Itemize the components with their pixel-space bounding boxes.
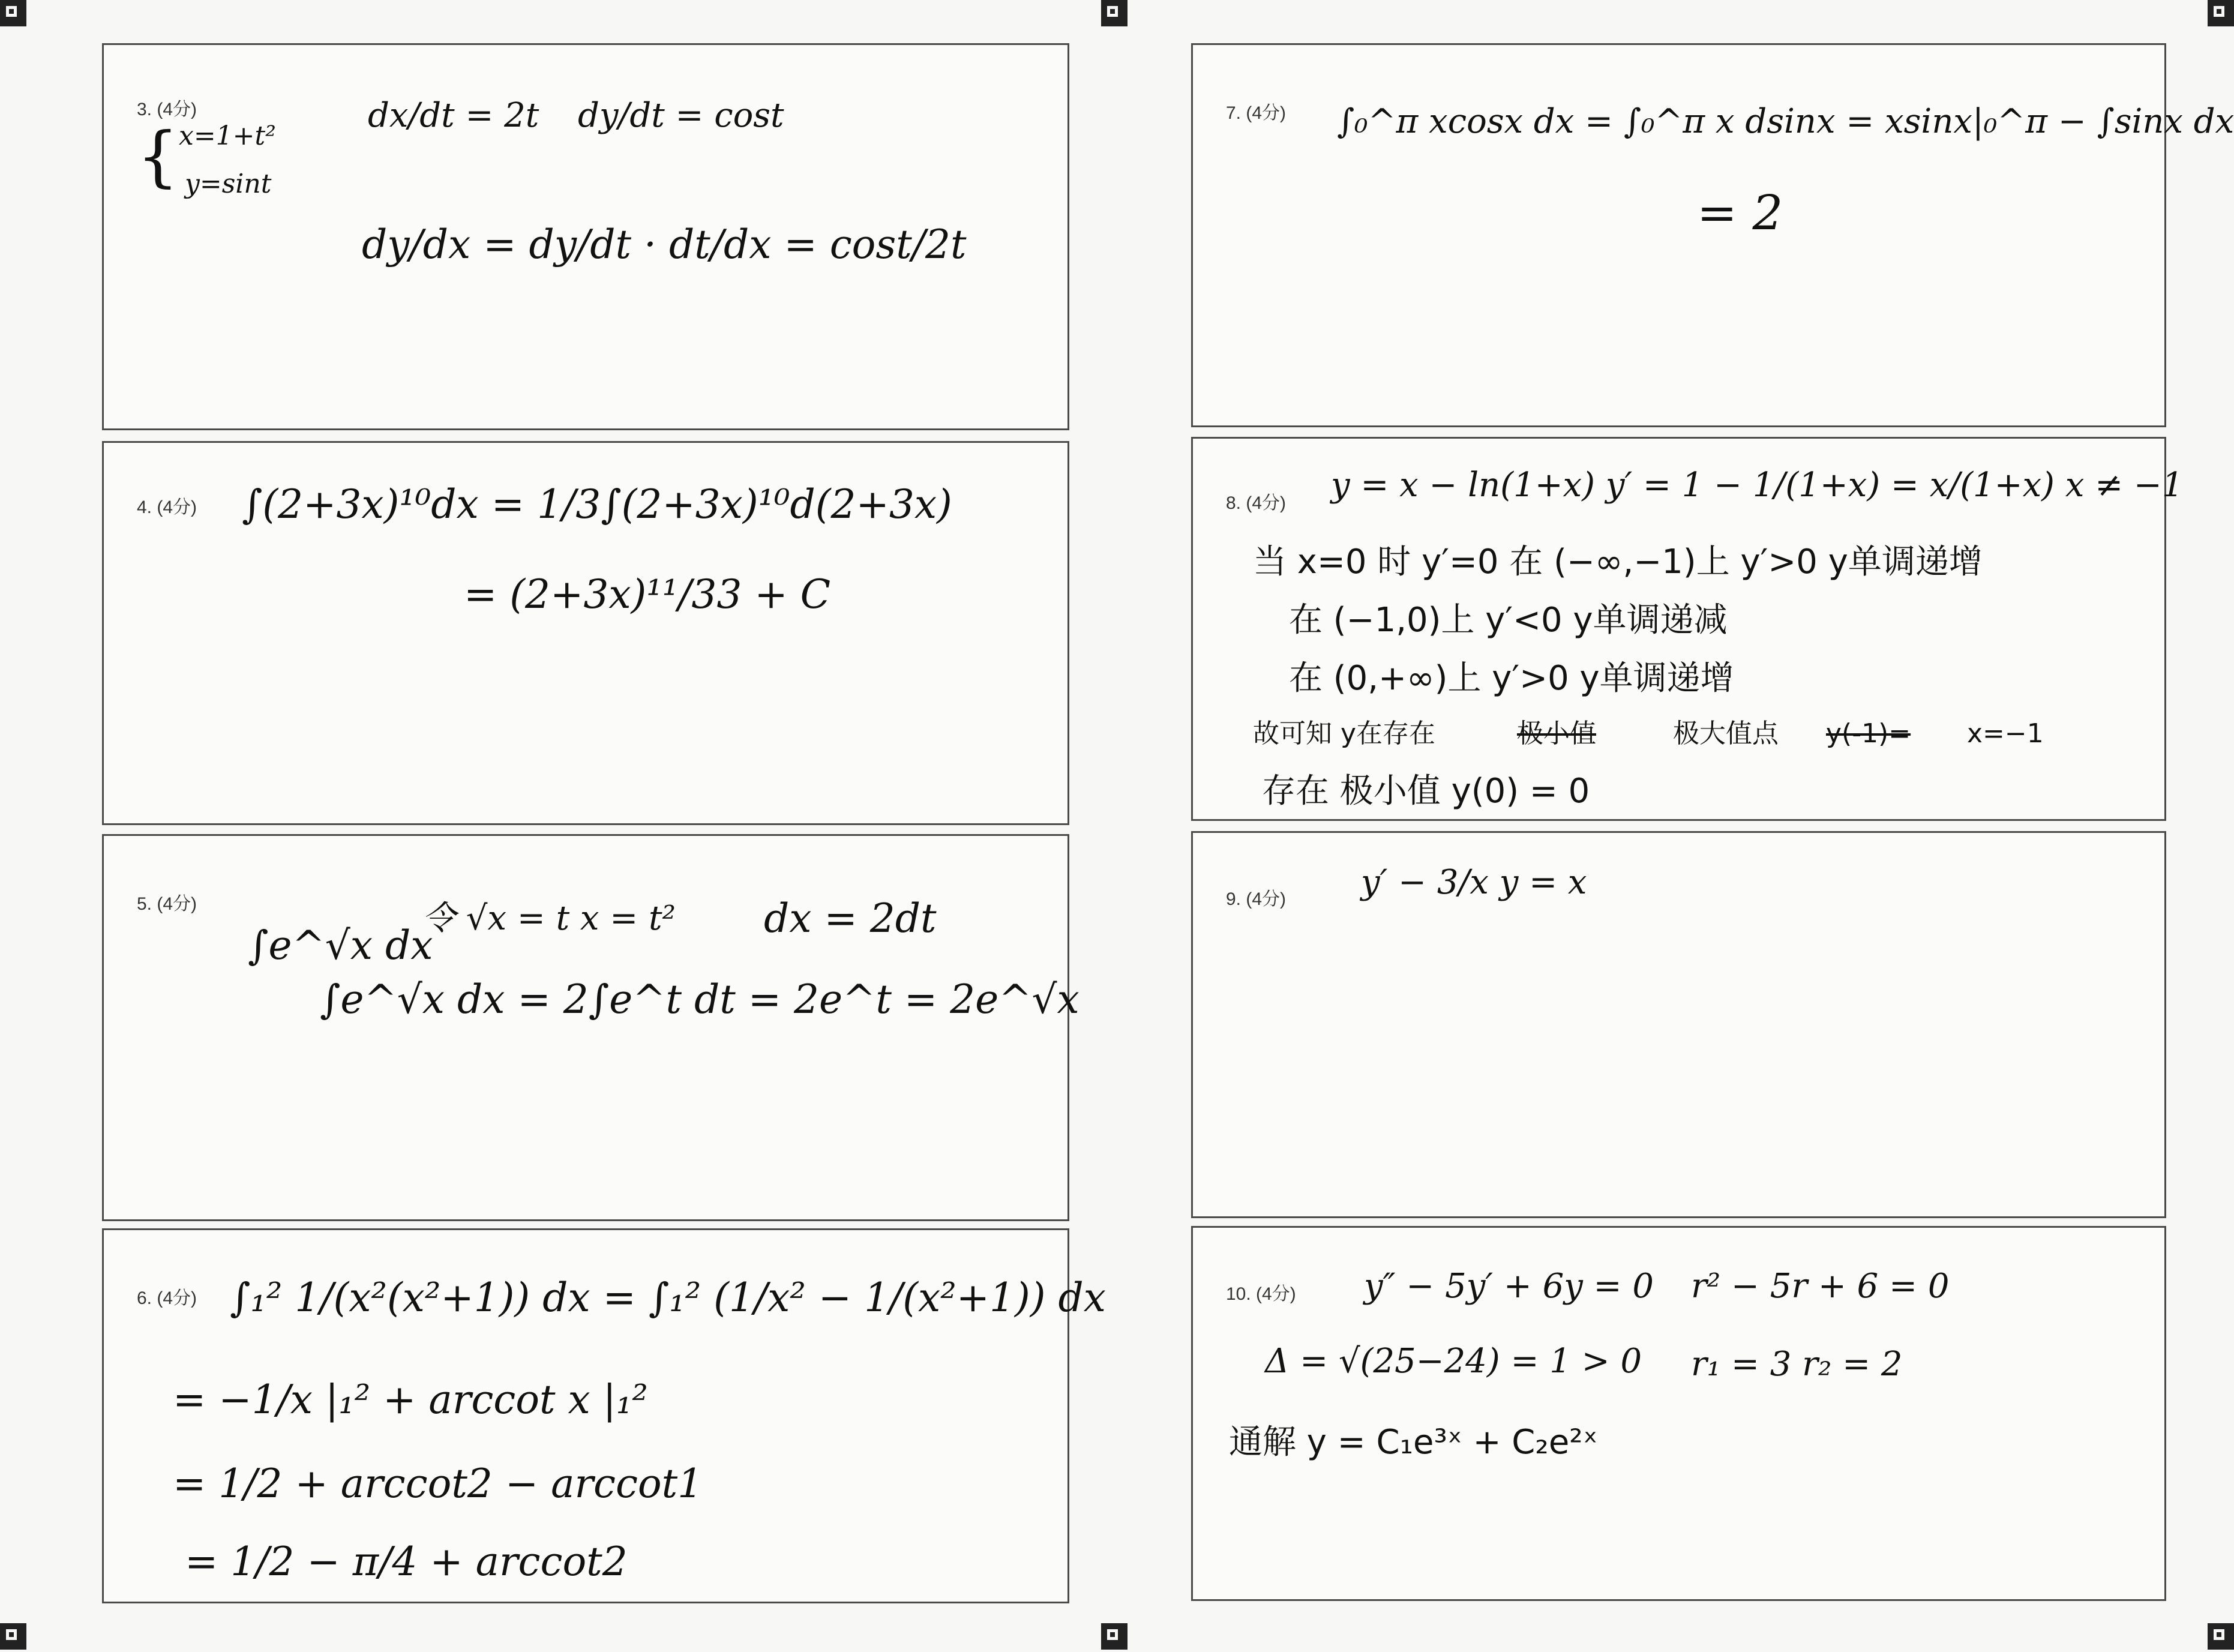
- question-label: 8. (4分): [1226, 493, 1287, 513]
- answer-box-q4: [102, 441, 1069, 825]
- answer-line: Δ = √(25−24) = 1 > 0: [1265, 1342, 1642, 1381]
- answer-line: dx/dt = 2t: [368, 96, 539, 135]
- registration-marker-bottom-left: [0, 1623, 26, 1650]
- answer-line: ∫(2+3x)¹⁰dx = 1/3∫(2+3x)¹⁰d(2+3x): [242, 481, 952, 527]
- answer-line: 当 x=0 时 y′=0 在 (−∞,−1)上 y′>0 y单调递增: [1253, 542, 1983, 581]
- crossed-out-text: y(-1)=: [1826, 718, 1911, 749]
- answer-line: = 1/2 − π/4 + arccot2: [185, 1539, 628, 1585]
- answer-line: r₁ = 3 r₂ = 2: [1691, 1345, 1903, 1384]
- question-label: 9. (4分): [1226, 889, 1287, 909]
- answer-line: dx = 2dt: [764, 895, 937, 942]
- registration-marker-top-left: [0, 0, 26, 26]
- question-label: 3. (4分): [137, 100, 197, 119]
- answer-line: x=−1: [1967, 718, 2044, 749]
- brace-icon: {: [137, 118, 179, 194]
- answer-line: 在 (0,+∞)上 y′>0 y单调递增: [1289, 659, 1734, 698]
- registration-marker-top-right: [2208, 0, 2234, 26]
- registration-marker-bottom-center: [1101, 1623, 1128, 1650]
- answer-line: 故可知 y在存在: [1253, 718, 1436, 749]
- answer-line: x=1+t²: [179, 121, 276, 151]
- answer-line: y″ − 5y′ + 6y = 0: [1364, 1267, 1654, 1306]
- answer-box-q6: [102, 1228, 1106, 1603]
- registration-marker-bottom-right: [2208, 1623, 2234, 1650]
- question-label: 7. (4分): [1226, 103, 1287, 123]
- answer-line: 存在 极小值 y(0) = 0: [1262, 772, 1590, 811]
- question-label: 5. (4分): [137, 894, 197, 914]
- answer-line: y = x − ln(1+x) y′ = 1 − 1/(1+x) = x/(1+x) x ≠ −1: [1331, 466, 2184, 505]
- answer-box-q10: [1191, 1226, 2166, 1601]
- answer-line: = 1/2 + arccot2 − arccot1: [173, 1461, 703, 1507]
- answer-line: r² − 5r + 6 = 0: [1691, 1267, 1950, 1306]
- registration-marker-top-center: [1101, 0, 1128, 26]
- answer-line: dy/dx = dy/dt · dt/dx = cost/2t: [362, 221, 967, 268]
- answer-line: 通解 y = C₁e³ˣ + C₂e²ˣ: [1229, 1423, 1598, 1462]
- question-label: 6. (4分): [137, 1288, 197, 1308]
- question-label: 4. (4分): [137, 497, 197, 517]
- answer-box-q8: [1191, 437, 2184, 821]
- answer-box-q3: [102, 43, 1069, 430]
- answer-line: = (2+3x)¹¹/33 + C: [464, 571, 831, 617]
- crossed-out-text: 极小值: [1517, 718, 1596, 749]
- answer-line: ∫e^√x dx: [248, 922, 433, 969]
- answer-line: 在 (−1,0)上 y′<0 y单调递减: [1289, 601, 1728, 640]
- answer-box-q9: [1191, 831, 2166, 1218]
- question-label: 10. (4分): [1226, 1284, 1296, 1304]
- answer-line: = 2: [1697, 185, 1783, 241]
- answer-line: ∫₀^π xcosx dx = ∫₀^π x dsinx = xsinx|₀^π − ∫sinx dx: [1337, 102, 2234, 141]
- answer-line: = −1/x |₁² + arccot x |₁²: [173, 1377, 648, 1423]
- answer-line: ∫₁² 1/(x²(x²+1)) dx = ∫₁² (1/x² − 1/(x²+1)) dx: [230, 1275, 1106, 1321]
- answer-line: y′ − 3/x y = x: [1361, 863, 1587, 902]
- answer-line: dy/dt = cost: [578, 96, 784, 135]
- answer-line: y=sint: [185, 169, 272, 199]
- answer-line: 极大值点: [1673, 718, 1779, 749]
- answer-line: ∫e^√x dx = 2∫e^t dt = 2e^t = 2e^√x: [320, 976, 1079, 1023]
- answer-box-q5: [102, 834, 1079, 1221]
- answer-line: 令 √x = t x = t²: [422, 899, 676, 938]
- answer-box-q7: [1191, 43, 2234, 427]
